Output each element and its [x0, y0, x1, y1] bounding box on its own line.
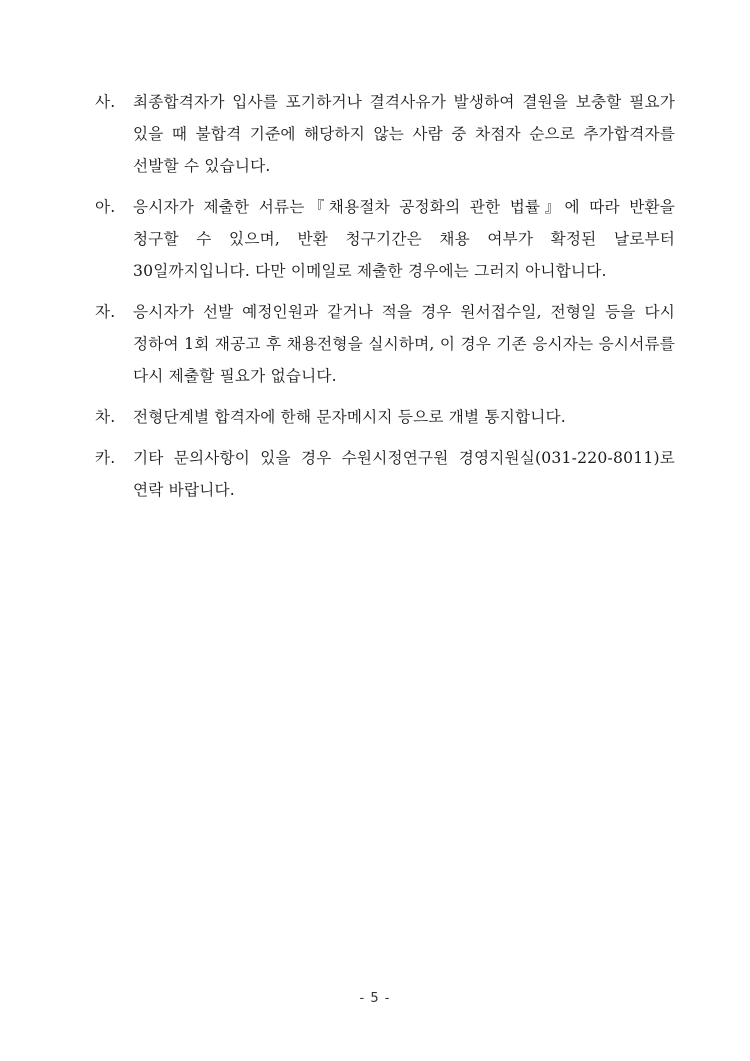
item-marker: 사.	[95, 93, 116, 111]
item-text: 최종합격자가 입사를 포기하거나 결격사유가 발생하여 결원을 보충할 필요가 있을 때 불합격 기준에 해당하지 않는 사람 중 차점자 순으로 추가합격자를 선발할 수 있습니다.	[133, 93, 675, 175]
item-text: 응시자가 제출한 서류는『채용절차 공정화의 관한 법률』에 따라 반환을 청구할 수 있으며, 반환 청구기간은 채용 여부가 확정된 날로부터 30일까지입니다. 다만 이메일로 제출한 경우에는 그러지 아니합니다.	[133, 198, 675, 280]
notice-item-a	[95, 191, 675, 287]
notice-item-cha	[95, 401, 675, 433]
item-marker: 아.	[95, 198, 116, 216]
item-text: 기타 문의사항이 있을 경우 수원시정연구원 경영지원실(031-220-8011)로 연락 바랍니다.	[133, 449, 675, 499]
notice-item-sa	[95, 86, 675, 182]
notice-item-ja	[95, 296, 675, 392]
page-number: - 5 -	[359, 991, 391, 1006]
item-text: 전형단계별 합격자에 한해 문자메시지 등으로 개별 통지합니다.	[133, 408, 566, 426]
notice-item-ka	[95, 442, 675, 506]
notice-list	[95, 86, 675, 515]
item-marker: 자.	[95, 303, 116, 321]
item-marker: 차.	[95, 408, 116, 426]
item-text: 응시자가 선발 예정인원과 같거나 적을 경우 원서접수일, 전형일 등을 다시 정하여 1회 재공고 후 채용전형을 실시하며, 이 경우 기존 응시자는 응시서류를 다시 제출할 필요가 없습니다.	[133, 303, 675, 385]
item-marker: 카.	[95, 449, 116, 467]
